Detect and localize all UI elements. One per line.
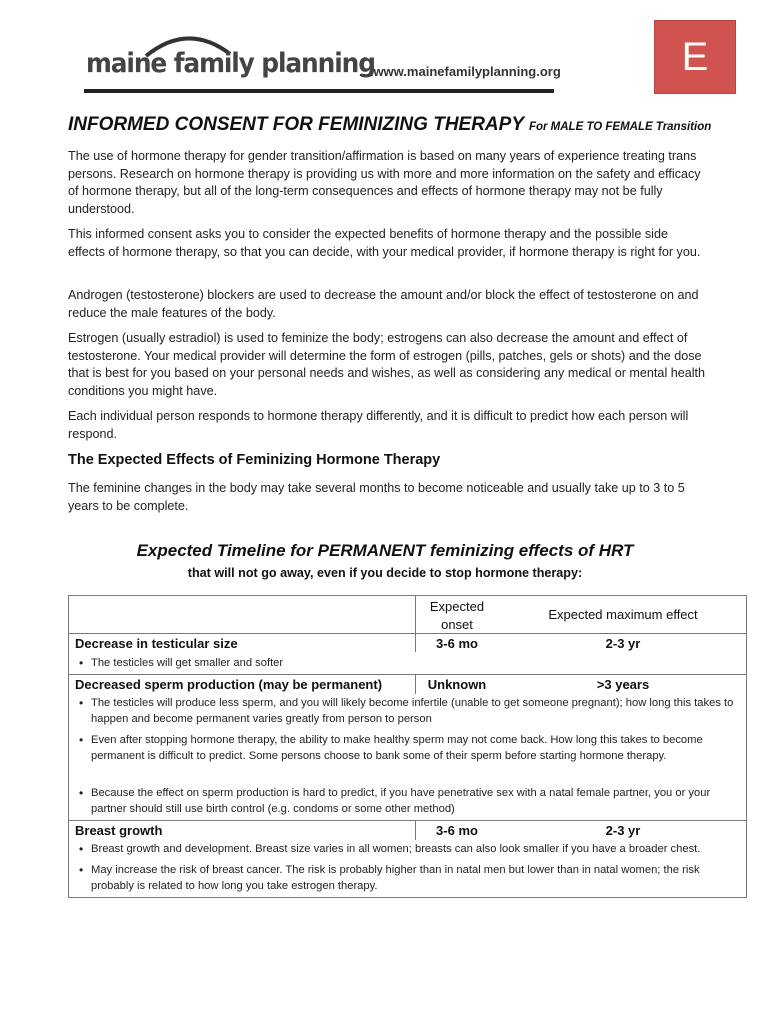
row-label: Decreased sperm production (may be permanent) bbox=[75, 677, 383, 692]
paragraph-consent: This informed consent asks you to consider the expected benefits of hormone therapy and the possible side effects of hormone therapy, so that you can decide, with your medical provider, if hormone therapy is right for you. bbox=[68, 227, 701, 259]
website-url: ....www.mainefamilyplanning.org bbox=[359, 64, 561, 79]
list-item: • The testicles will get smaller and softer bbox=[75, 655, 740, 671]
paragraph-estrogen: Estrogen (usually estradiol) is used to feminize the body; estrogens can also decrease the amount and effect of testosterone. Your medical provider will determine the form of estrogen (pills, patches, gels or shots) and the dose that is best for you based on your personal needs and wishes, as well as considering any medical or mental health conditions you might have. bbox=[68, 331, 706, 398]
list-item: • The testicles will produce less sperm, and you will likely become infertile (unable to get someone pregnant); how long this takes to happen and become permanent varies greatly from person to person bbox=[75, 695, 740, 727]
header-rule bbox=[84, 89, 554, 93]
row-divider bbox=[69, 820, 746, 821]
list-item: • Breast growth and development. Breast size varies in all women; breasts can also look smaller if you have a broader chest. bbox=[75, 841, 740, 857]
row-label: Decrease in testicular size bbox=[75, 636, 238, 651]
col-header-onset: Expected onset bbox=[429, 599, 485, 632]
list-item: • Even after stopping hormone therapy, the ability to make healthy sperm may not come back. How long this takes to become permanent is difficult to predict. Some persons choose to bank some of their sperm before starting hormone therapy. bbox=[75, 732, 740, 764]
section-heading: The Expected Effects of Feminizing Hormone Therapy bbox=[68, 452, 441, 468]
logo bbox=[84, 20, 561, 96]
paragraph-androgen: Androgen (testosterone) blockers are used to decrease the amount and/or block the effect of testosterone on and reduce the male features of the body. bbox=[68, 288, 699, 320]
row-onset: 3-6 mo bbox=[436, 636, 478, 651]
section-text: The feminine changes in the body may take several months to become noticeable and usually take up to 3 to 5 years to be complete. bbox=[68, 481, 685, 513]
row-divider bbox=[69, 674, 746, 675]
row-max: 2-3 yr bbox=[605, 823, 641, 838]
logo-text: maine family planning bbox=[86, 48, 375, 79]
row-onset: 3-6 mo bbox=[436, 823, 478, 838]
timeline-subtitle: that will not go away, even if you decide to stop hormone therapy: bbox=[187, 566, 583, 580]
row-max: 2-3 yr bbox=[605, 636, 641, 651]
paragraph-intro: The use of hormone therapy for gender transition/affirmation is based on many years of experience treating trans persons. Research on hormone therapy is providing us with more and more information on the safety and efficacy of hormone therapy, but all of the long-term consequences and effects of hormone therapy may not be fully understood. bbox=[68, 149, 701, 216]
col-header-max: Expected maximum effect bbox=[548, 607, 698, 622]
form-letter-badge: E bbox=[654, 20, 736, 94]
row-onset: Unknown bbox=[427, 677, 487, 692]
timeline-table bbox=[68, 595, 747, 898]
list-item: • May increase the risk of breast cancer. The risk is probably higher than in natal men but lower than in natal women; the risk probably is related to how long you take estrogen therapy. bbox=[75, 862, 740, 894]
paragraph-response: Each individual person responds to hormone therapy differently, and it is difficult to predict how each person will respond. bbox=[68, 409, 689, 441]
list-item: • Because the effect on sperm production is hard to predict, if you have penetrative sex with a natal female partner, you or your partner should still use birth control (e.g. condoms or some other method) bbox=[75, 785, 740, 817]
title-main: INFORMED CONSENT FOR FEMINIZING THERAPY bbox=[68, 114, 524, 135]
timeline-title: Expected Timeline for PERMANENT feminizing effects of HRT bbox=[136, 541, 634, 560]
row-label: Breast growth bbox=[75, 823, 163, 838]
header-divider bbox=[69, 633, 746, 634]
title-sub: For MALE TO FEMALE Transition bbox=[528, 121, 712, 133]
document-title bbox=[68, 114, 711, 136]
row-max: >3 years bbox=[596, 677, 650, 692]
